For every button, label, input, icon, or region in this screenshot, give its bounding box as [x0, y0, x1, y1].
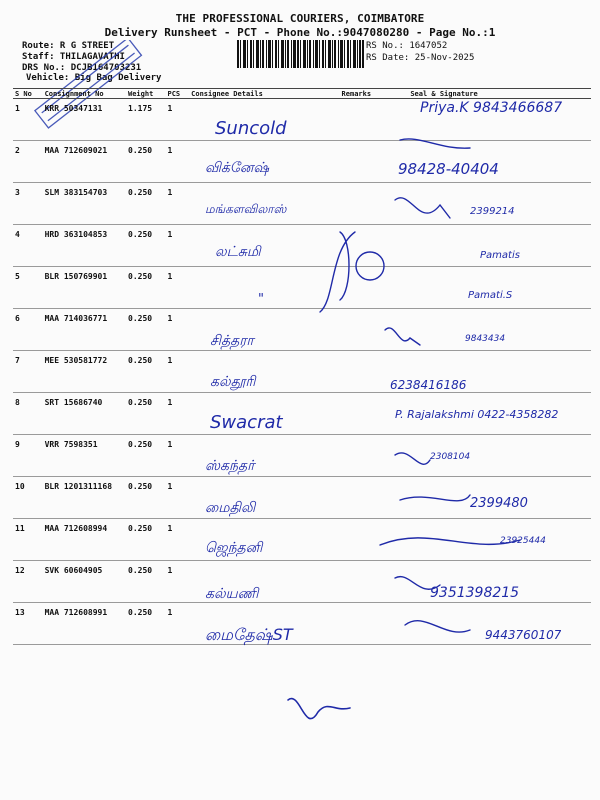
cell-sno: 11 — [13, 519, 43, 561]
runsheet-subtitle: Delivery Runsheet - PCT - Phone No.:9047080280 - Page No.:1 — [104, 26, 496, 39]
table-header-row — [13, 89, 591, 99]
handwritten-consignee-name: ஜெந்தனி — [205, 540, 263, 556]
rs-number: RS No.: 1647052 — [366, 41, 448, 51]
handwritten-signature: 2399480 — [470, 496, 528, 511]
cell-signature — [398, 267, 591, 309]
handwritten-consignee-name: கல்தூரி — [210, 374, 256, 390]
cell-signature — [398, 183, 591, 225]
cell-sno: 1 — [13, 99, 43, 141]
handwritten-consignee-name: ஸ்கந்தர் — [205, 458, 255, 474]
cell-weight: 1.175 — [126, 99, 166, 141]
route-label: Route: R G STREET — [22, 41, 115, 51]
handwritten-signature: Pamati.S — [468, 290, 513, 301]
cell-sno: 7 — [13, 351, 43, 393]
table-row — [13, 309, 591, 351]
handwritten-consignee-name: லட்சுமி — [215, 244, 261, 260]
cell-remarks — [340, 225, 399, 267]
cell-remarks — [340, 183, 399, 225]
cell-pcs: 1 — [166, 141, 190, 183]
cell-pcs: 1 — [166, 225, 190, 267]
cell-sno: 12 — [13, 561, 43, 603]
barcode-icon — [237, 40, 364, 68]
cell-pcs: 1 — [166, 309, 190, 351]
cell-remarks — [340, 477, 399, 519]
handwritten-signature: 6238416186 — [390, 378, 467, 392]
cell-weight: 0.250 — [126, 561, 166, 603]
cell-sno: 6 — [13, 309, 43, 351]
cell-remarks — [340, 603, 399, 645]
handwritten-signature: 9351398215 — [430, 585, 520, 601]
cell-pcs: 1 — [166, 603, 190, 645]
handwritten-signature: P. Rajalakshmi 0422-4358282 — [395, 408, 559, 421]
cell-sno: 13 — [13, 603, 43, 645]
table-row — [13, 141, 591, 183]
cell-sno: 8 — [13, 393, 43, 435]
cell-consignment: KRR 50347131 — [43, 99, 126, 141]
cell-weight: 0.250 — [126, 435, 166, 477]
cell-signature — [398, 435, 591, 477]
cell-weight: 0.250 — [126, 603, 166, 645]
cell-signature — [398, 519, 591, 561]
cell-pcs: 1 — [166, 183, 190, 225]
cell-consignment: BLR 1201311168 — [43, 477, 126, 519]
cell-consignment: SVK 60604905 — [43, 561, 126, 603]
cell-remarks — [340, 435, 399, 477]
cell-pcs: 1 — [166, 99, 190, 141]
cell-sno: 10 — [13, 477, 43, 519]
cell-remarks — [340, 141, 399, 183]
cell-consignment: MAA 712608994 — [43, 519, 126, 561]
cell-weight: 0.250 — [126, 477, 166, 519]
column-header: S No — [13, 89, 43, 99]
cell-sno: 5 — [13, 267, 43, 309]
handwritten-consignee-name: மங்களவிலாஸ் — [205, 202, 287, 216]
cell-remarks — [340, 393, 399, 435]
table-row — [13, 435, 591, 477]
cell-weight: 0.250 — [126, 309, 166, 351]
cell-consignment: HRD 363104853 — [43, 225, 126, 267]
handwritten-consignee-name: விக்னேஷ் — [205, 160, 270, 176]
cell-remarks — [340, 519, 399, 561]
cell-consignment: MAA 714036771 — [43, 309, 126, 351]
handwritten-signature: 2308104 — [430, 452, 471, 462]
column-header: Consignee Details — [189, 89, 339, 99]
cell-weight: 0.250 — [126, 393, 166, 435]
column-header: Seal & Signature — [398, 89, 591, 99]
handwritten-consignee-name: Suncold — [215, 118, 287, 139]
handwritten-signature: 98428-40404 — [398, 160, 499, 178]
cell-pcs: 1 — [166, 561, 190, 603]
cell-consignment: MAA 712608991 — [43, 603, 126, 645]
cell-consignment: SLM 383154703 — [43, 183, 126, 225]
cell-weight: 0.250 — [126, 267, 166, 309]
cell-pcs: 1 — [166, 351, 190, 393]
column-header: Consignment No — [43, 89, 126, 99]
staff-label: Staff: THILAGAVATHI — [22, 52, 125, 62]
rs-date: RS Date: 25-Nov-2025 — [366, 53, 475, 63]
handwritten-signature: 23925444 — [500, 536, 546, 546]
handwritten-consignee-name: மைதேஷ்ST — [205, 625, 293, 644]
cell-weight: 0.250 — [126, 225, 166, 267]
drs-number: DRS No.: DCJB164703231 — [22, 63, 142, 73]
handwritten-consignee-name: சித்தரா — [210, 333, 254, 349]
cell-pcs: 1 — [166, 393, 190, 435]
cell-weight: 0.250 — [126, 183, 166, 225]
handwritten-consignee-name: மைதிலி — [205, 500, 256, 516]
handwritten-signature: Priya.K 9843466687 — [420, 100, 563, 116]
cell-consignment: VRR 7598351 — [43, 435, 126, 477]
handwritten-signature: Pamatis — [480, 250, 520, 261]
handwritten-consignee-name: " — [258, 292, 264, 307]
cell-pcs: 1 — [166, 267, 190, 309]
cell-sno: 9 — [13, 435, 43, 477]
cell-pcs: 1 — [166, 477, 190, 519]
handwritten-consignee-name: Swacrat — [210, 412, 283, 433]
cell-weight: 0.250 — [126, 351, 166, 393]
cell-remarks — [340, 267, 399, 309]
cell-consignee — [189, 267, 339, 309]
column-header: PCS — [166, 89, 190, 99]
cell-remarks — [340, 99, 399, 141]
cell-pcs: 1 — [166, 435, 190, 477]
handwritten-signature: 2399214 — [470, 206, 515, 217]
cell-sno: 3 — [13, 183, 43, 225]
cell-pcs: 1 — [166, 519, 190, 561]
table-row — [13, 267, 591, 309]
column-header: Weight — [126, 89, 166, 99]
handwritten-consignee-name: கல்யணி — [205, 586, 259, 602]
cell-consignment: MEE 530581772 — [43, 351, 126, 393]
vehicle-label: Vehicle: Big Bag Delivery — [26, 73, 162, 83]
cell-sno: 2 — [13, 141, 43, 183]
cell-remarks — [340, 561, 399, 603]
cell-consignment: MAA 712609021 — [43, 141, 126, 183]
cell-signature — [398, 309, 591, 351]
handwritten-signature: 9843434 — [465, 334, 506, 344]
company-title: THE PROFESSIONAL COURIERS, COIMBATORE — [175, 12, 425, 25]
cell-consignment: SRT 15686740 — [43, 393, 126, 435]
cell-weight: 0.250 — [126, 141, 166, 183]
table-row — [13, 183, 591, 225]
cell-consignment: BLR 150769901 — [43, 267, 126, 309]
runsheet-table — [13, 88, 591, 645]
cell-consignee — [189, 225, 339, 267]
handwritten-signature: 9443760107 — [485, 628, 562, 642]
cell-remarks — [340, 309, 399, 351]
column-header: Remarks — [340, 89, 399, 99]
cell-sno: 4 — [13, 225, 43, 267]
table-row — [13, 351, 591, 393]
cell-weight: 0.250 — [126, 519, 166, 561]
